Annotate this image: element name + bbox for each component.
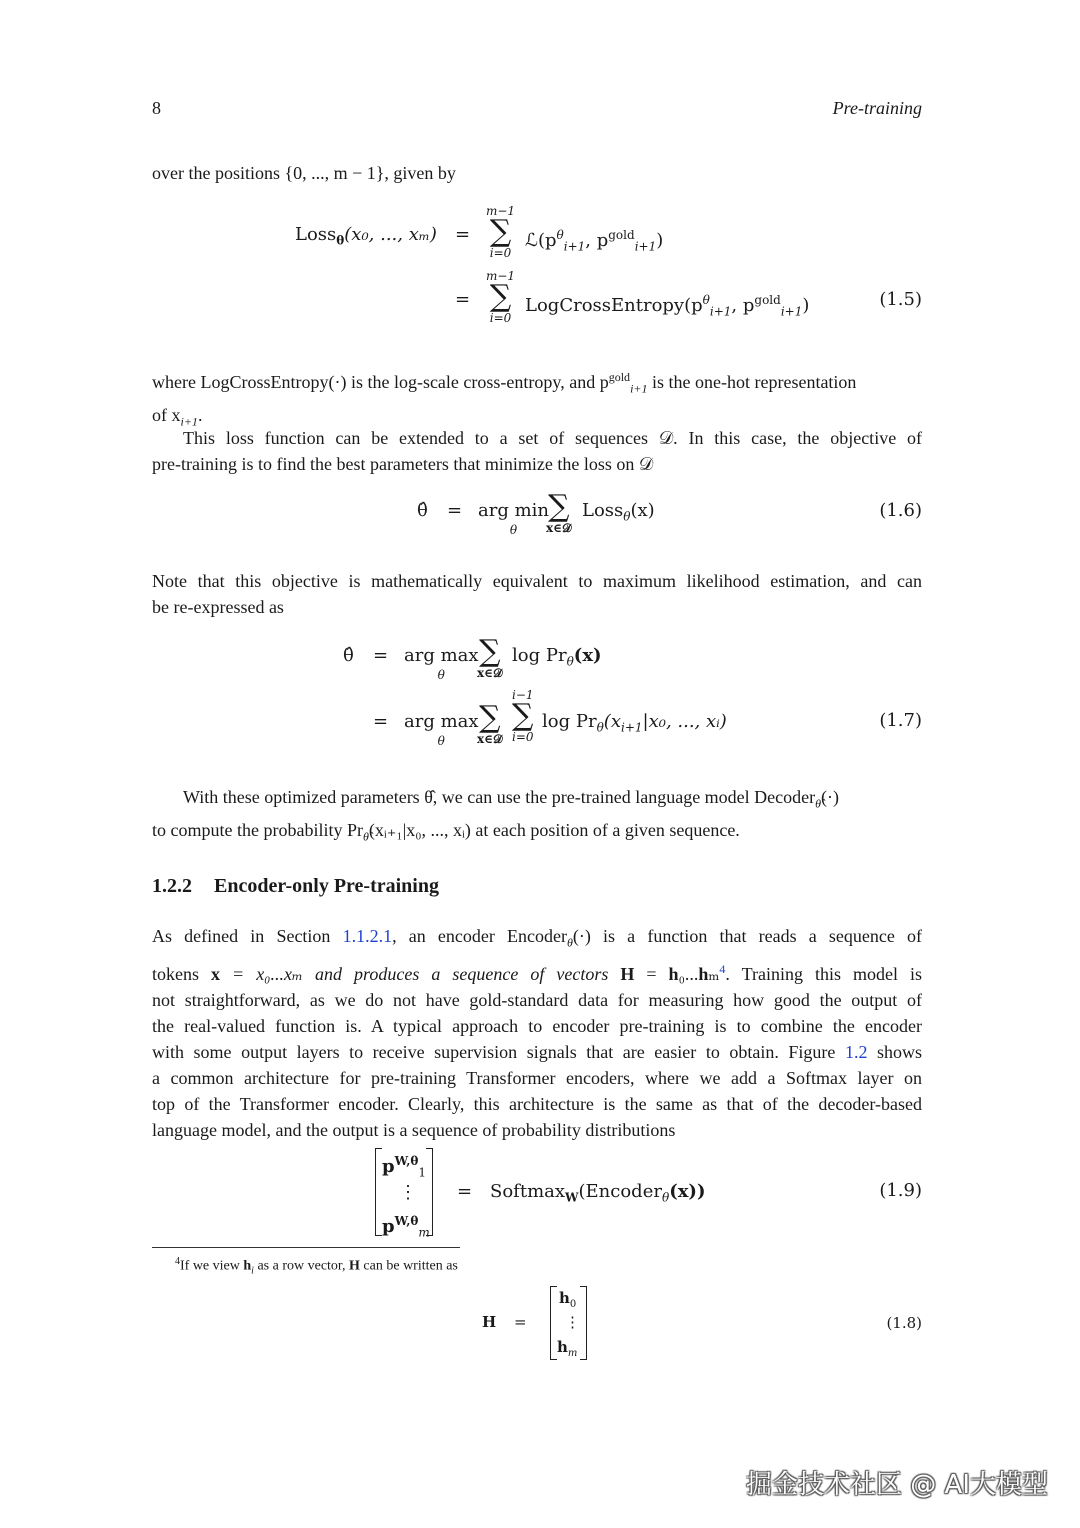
watermark: 掘金技术社区 @ AI大模型 [746,1470,1048,1500]
eq15-lhs: Loss$_\theta$(x₀, ..., xₘ) [295,224,437,248]
eq16-equals: = [447,500,463,521]
eq17-argmax-2: arg max θ [404,711,479,748]
footnote-ref-4[interactable]: 4 [719,961,726,976]
eq17-row2-body: $\log Pr_\theta(x_{i+1}|x_0$, ..., xᵢ) [542,711,727,735]
equation-1-5 [0,200,1080,340]
eq16-body: Loss$_\theta$(x) [582,500,655,524]
eq15-sum-1: m−1 ∑ i=0 [486,204,516,260]
eq18-matrix: $h_0$ ⋮ $h_m$ [550,1286,587,1360]
eq17-sum-2: ∑ x∈𝒟 [477,700,503,746]
eq17-equals-1: = [373,645,389,666]
link-section-1-1-2-1[interactable]: 1.1.2.1 [342,926,393,946]
link-figure-1-2[interactable]: 1.2 [844,1041,868,1062]
eq17-lhs: θ̂ [343,645,354,666]
eq17-sum-3: i−1 ∑ i=0 [512,688,534,744]
eq16-lhs: θ̂ [417,500,428,521]
intro-line: over the positions {0, ..., m − 1}, given by [152,163,456,183]
para-encoder: As defined in Section 1.1.2.1, an encoder Encoder$_\theta$(·) is a function that reads a sequence of tokens x = x₀...xₘ and produces a sequence of vectors H = h₀...hₘ$^4$. Training this model is not straightforward, as we do not have gold-standard data for measuring how good the output of the real-valued function is. A typical approach to encoder pre-training is to combine the encoder with some output layers to receive supervision signals that are easier to obtain. Figure 1.2 shows a common architecture for pre-training Transformer encoders, where we add a Softmax layer on top of the Transformer encoder. Clearly, this architecture is the same as that of the decoder-based language model, and the output is a sequence of probability distributions [152,926,922,1140]
eq15-row2-body: $LogCrossEntropy(p^\theta_{i+1}$, $p^{gold}_{i+1}$) [525,293,810,319]
equation-1-7 [0,635,1080,755]
eq15-number: (1.5) [879,289,922,310]
eq19-equals: = [457,1181,473,1202]
para-extend: This loss function can be extended to a set of sequences 𝒟. In this case, the objective of pre-training is to find the best parameters that minimize the loss on 𝒟 [152,428,922,474]
eq19-number: (1.9) [879,1180,922,1201]
eq16-number: (1.6) [879,500,922,521]
eq17-sum-1: ∑ x∈𝒟 [477,634,503,680]
eq15-row1-body: $ℒ(p^\theta_{i+1}$, $p^{gold}_{i+1}$) [525,228,664,254]
eq16-sum: ∑ x∈𝒟 [546,489,572,535]
eq15-equals-1: = [455,224,471,245]
running-title: Pre-training [832,98,922,118]
eq17-number: (1.7) [879,710,922,731]
equation-1-6 [0,490,1080,550]
footnote-rule [152,1247,460,1248]
footnote-text: $^4$If we view $h_i$ as a row vector, H can be written as [175,1256,458,1277]
equation-1-9 [0,1145,1080,1240]
para-where: where LogCrossEntropy(·) is the log-scale cross-entropy, and $p^{gold}_{i+1}$ is the one-hot representation of $x_{i+1}$. [152,370,857,429]
page-number: 8 [152,98,161,118]
para-with: With these optimized parameters θ̂, we can use the pre-trained language model Decoder$_{\thetâ}$(·) to compute the probability $Pr_{\thetâ}(xᵢ_{+1}|x_0$, ..., xᵢ) at each position of a given sequence. [152,787,840,844]
eq19-matrix: $p^{W,\theta}_1$ ⋮ $p^{W,\theta}_m$ [375,1148,433,1236]
eq19-rhs: Softmax$_W$(Encoder$_\theta$(x)) [490,1181,706,1205]
equation-1-8 [0,1283,1080,1363]
eq18-equals: = [514,1313,527,1331]
eq15-equals-2: = [455,289,471,310]
eq18-lhs: H [482,1313,497,1331]
eq17-equals-2: = [373,711,389,732]
eq18-number: (1.8) [886,1314,922,1332]
eq16-argmin: arg min θ [478,500,549,537]
section-heading: 1.2.2 Encoder-only Pre-training [152,875,439,897]
eq17-argmax-1: arg max θ [404,645,479,682]
eq15-sum-2: m−1 ∑ i=0 [486,269,516,325]
eq17-row1-body: $\log Pr_\theta(x)$ [512,645,602,669]
para-note: Note that this objective is mathematically equivalent to maximum likelihood estimation, and can be re-expressed as [152,571,922,617]
